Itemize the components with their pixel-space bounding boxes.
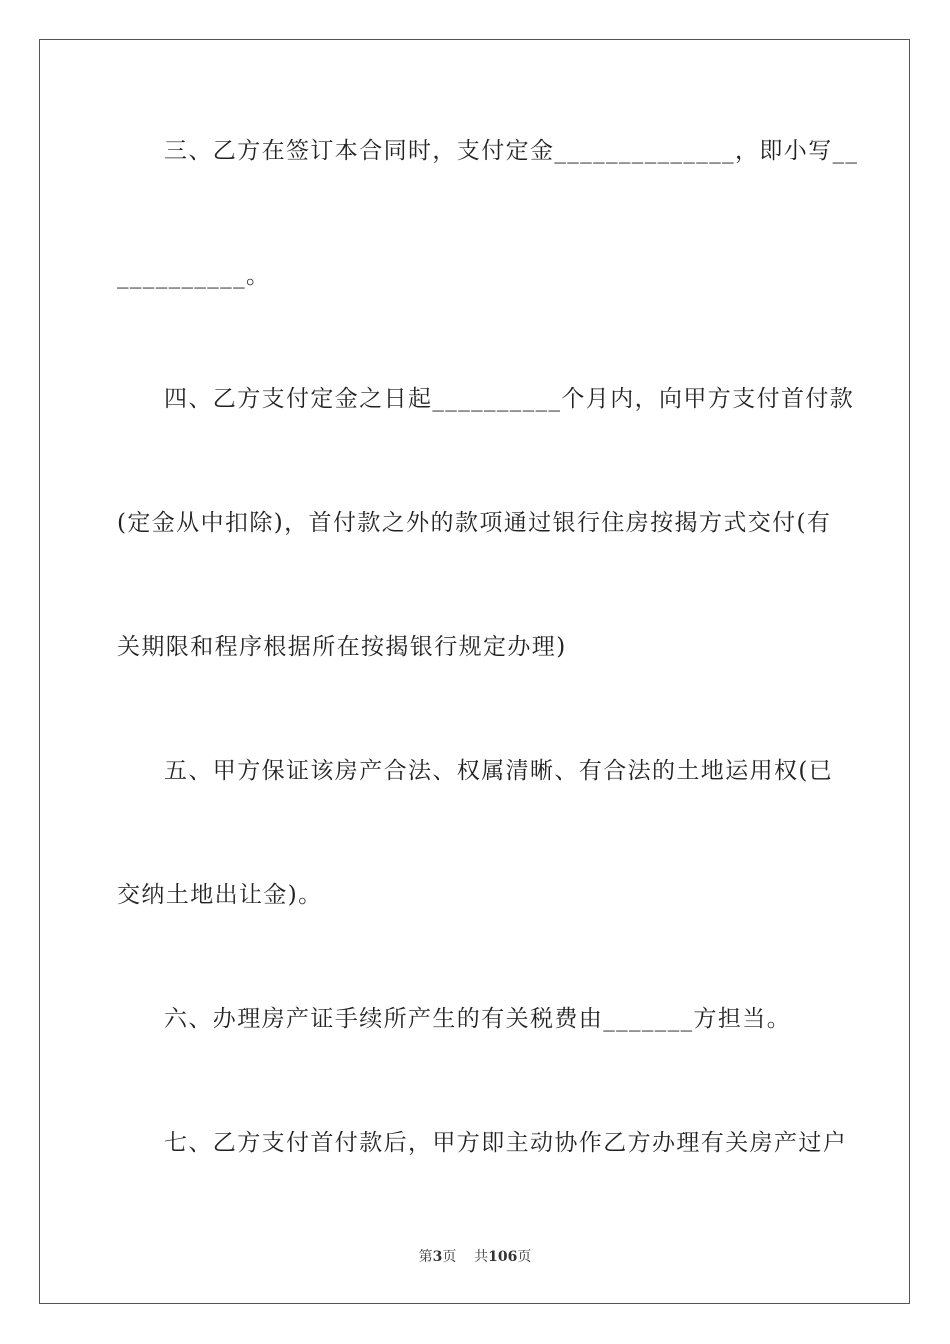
page-border xyxy=(39,39,910,1304)
page-number: 3 xyxy=(432,1249,443,1265)
page-prefix: 第 xyxy=(418,1249,433,1265)
clause-4-line-1: 四、乙方支付定金之日起__________个月内，向甲方支付首付款 xyxy=(164,386,855,412)
clause-3-line-1: 三、乙方在签订本合同时，支付定金______________，即小写__ xyxy=(164,138,859,164)
total-pages: 106 xyxy=(488,1249,518,1265)
clause-5-line-1: 五、甲方保证该房产合法、权属清晰、有合法的土地运用权(已 xyxy=(164,758,834,784)
clause-7-line-1: 七、乙方支付首付款后，甲方即主动协作乙方办理有关房产过户 xyxy=(164,1130,848,1156)
clause-3-line-2: __________。 xyxy=(117,263,271,289)
clause-4-line-3: 关期限和程序根据所在按揭银行规定办理) xyxy=(117,634,567,660)
clause-4-line-2: (定金从中扣除)，首付款之外的款项通过银行住房按揭方式交付(有 xyxy=(117,510,832,536)
clause-5-line-2: 交纳土地出让金)。 xyxy=(117,882,323,908)
total-prefix: 共 xyxy=(474,1249,489,1265)
clause-6-line-1: 六、办理房产证手续所产生的有关税费由_______方担当。 xyxy=(164,1006,792,1032)
total-suffix: 页 xyxy=(517,1249,532,1265)
page-footer xyxy=(0,1246,950,1266)
page-suffix: 页 xyxy=(442,1249,457,1265)
